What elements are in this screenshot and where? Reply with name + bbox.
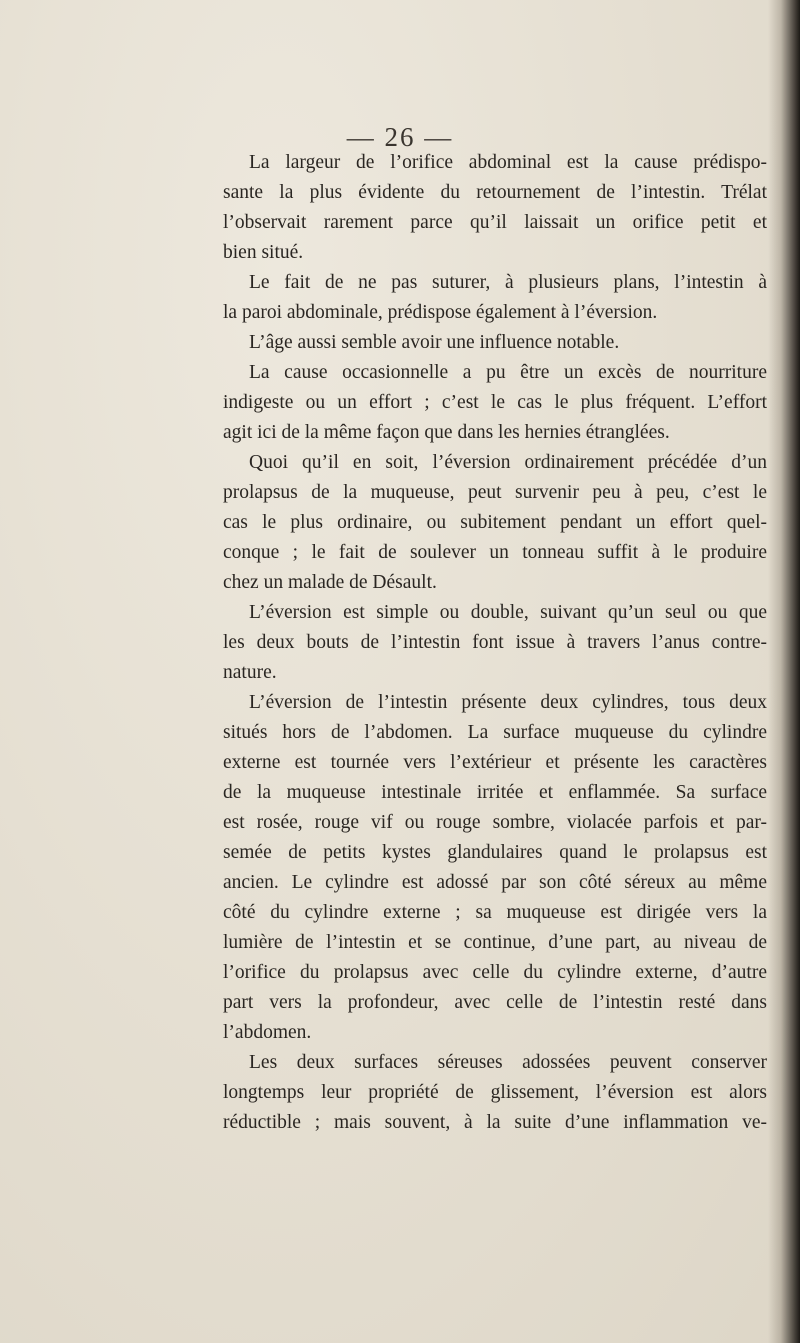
text-line: indigeste ou un effort ; c’est le cas le plus fréquent. L’effort: [223, 392, 767, 413]
text-line: longtemps leur propriété de glissement, l’éversion est alors: [223, 1082, 767, 1103]
body-text: [223, 148, 767, 1138]
text-line: prolapsus de la muqueuse, peut survenir peu à peu, c’est le: [223, 482, 767, 503]
text-line: l’orifice du prolapsus avec celle du cylindre externe, d’autre: [223, 962, 767, 983]
text-line: cas le plus ordinaire, ou subitement pendant un effort quel-: [223, 512, 767, 533]
text-line: réductible ; mais souvent, à la suite d’une inflammation ve-: [223, 1112, 767, 1133]
text-line: nature.: [223, 662, 277, 683]
text-line: côté du cylindre externe ; sa muqueuse est dirigée vers la: [223, 902, 767, 923]
page-number: — 26 —: [346, 122, 454, 152]
text-line: bien situé.: [223, 242, 304, 263]
text-line: Quoi qu’il en soit, l’éversion ordinairement précédée d’un: [249, 452, 767, 473]
text-line: externe est tournée vers l’extérieur et présente les caractères: [223, 752, 767, 773]
text-line: L’éversion est simple ou double, suivant qu’un seul ou que: [249, 602, 767, 623]
text-line: agit ici de la même façon que dans les hernies étranglées.: [223, 422, 670, 443]
text-line: L’éversion de l’intestin présente deux cylindres, tous deux: [249, 692, 767, 713]
text-line: l’abdomen.: [223, 1022, 312, 1043]
text-line: conque ; le fait de soulever un tonneau suffit à le produire: [223, 542, 767, 563]
text-line: semée de petits kystes glandulaires quand le prolapsus est: [223, 842, 767, 863]
text-line: est rosée, rouge vif ou rouge sombre, violacée parfois et par-: [223, 812, 767, 833]
text-line: Le fait de ne pas suturer, à plusieurs plans, l’intestin à: [249, 272, 767, 293]
text-line: La largeur de l’orifice abdominal est la cause prédispo-: [249, 152, 767, 173]
text-line: chez un malade de Désault.: [223, 572, 437, 593]
text-line: La cause occasionnelle a pu être un excès de nourriture: [249, 362, 767, 383]
text-line: ancien. Le cylindre est adossé par son côté séreux au même: [223, 872, 767, 893]
text-line: L’âge aussi semble avoir une influence notable.: [249, 332, 620, 353]
page-edge-shadow: [768, 0, 800, 1343]
text-line: Les deux surfaces séreuses adossées peuvent conserver: [249, 1052, 767, 1073]
text-line: part vers la profondeur, avec celle de l’intestin resté dans: [223, 992, 767, 1013]
text-line: les deux bouts de l’intestin font issue à travers l’anus contre-: [223, 632, 767, 653]
text-line: situés hors de l’abdomen. La surface muqueuse du cylindre: [223, 722, 767, 743]
text-line: lumière de l’intestin et se continue, d’une part, au niveau de: [223, 932, 767, 953]
text-line: l’observait rarement parce qu’il laissait un orifice petit et: [223, 212, 767, 233]
text-line: sante la plus évidente du retournement de l’intestin. Trélat: [223, 182, 767, 203]
text-line: la paroi abdominale, prédispose également à l’éversion.: [223, 302, 658, 323]
text-line: de la muqueuse intestinale irritée et enflammée. Sa surface: [223, 782, 767, 803]
